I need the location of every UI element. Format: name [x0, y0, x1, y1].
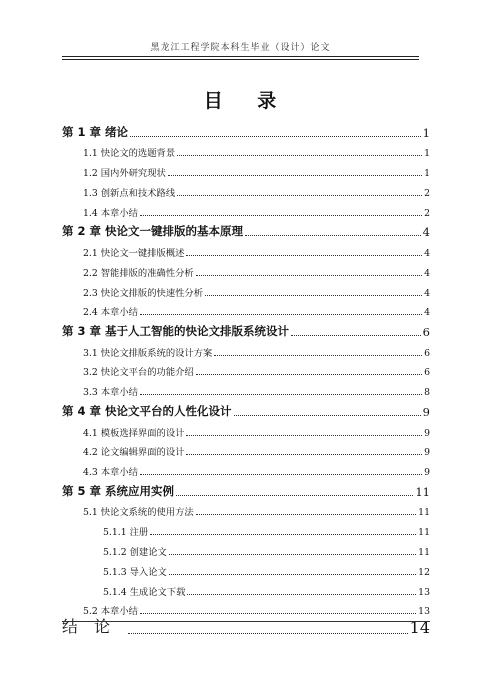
toc-page-number: 6: [422, 324, 430, 339]
toc-entry-title: 3.2 快论文平台的功能介绍: [83, 367, 194, 379]
dot-leader: [177, 155, 422, 156]
toc-entry-title: 第 2 章 快论文一键排版的基本原理: [62, 224, 244, 239]
dot-leader: [186, 454, 422, 455]
toc-entry-title: 2.3 快论文排版的快速性分析: [83, 287, 204, 299]
toc-page-number: 9: [424, 427, 430, 439]
toc-page-number: 14: [409, 618, 430, 638]
toc-entry-title: 3.1 快论文排版系统的设计方案: [83, 347, 213, 359]
toc-page-number: 4: [424, 287, 430, 299]
toc-entry-title: 4.1 模板选择界面的设计: [83, 427, 185, 439]
toc-entry-title: 1.1 快论文的选题背景: [83, 148, 176, 160]
toc-entry-title: 1.3 创新点和技术路线: [83, 187, 176, 199]
toc-page-number: 8: [424, 387, 430, 399]
toc-entry-title: 第 1 章 绪论: [62, 124, 129, 139]
dot-leader: [196, 374, 422, 375]
toc-page-number: 1: [422, 125, 430, 140]
dot-leader: [150, 534, 416, 535]
dot-leader: [169, 574, 416, 575]
dot-leader: [130, 136, 421, 137]
toc-entry-title: 2.4 本章小结: [83, 307, 138, 319]
toc-page-number: 9: [424, 467, 430, 479]
dot-leader: [187, 594, 416, 595]
toc-entry-chapter[interactable]: [62, 320, 430, 341]
page-header: 黑龙江工程学院本科生毕业（设计）论文: [150, 43, 331, 53]
toc-page-number: 1: [424, 168, 430, 180]
toc-entry-section[interactable]: [62, 261, 430, 281]
dot-leader: [245, 235, 421, 236]
toc-entry-section[interactable]: [62, 201, 430, 221]
dot-leader: [169, 554, 416, 555]
toc-entry-sub[interactable]: [62, 520, 430, 540]
toc-page-number: 6: [424, 347, 430, 359]
toc-page-number: 11: [415, 484, 430, 499]
toc-page-number: 11: [418, 527, 430, 539]
toc-page-number: 13: [418, 606, 430, 618]
toc-entry-title: 1.4 本章小结: [83, 207, 138, 219]
toc-entry-title: 5.1.1 注册: [103, 527, 149, 539]
toc-page-number: 13: [418, 586, 430, 598]
dot-leader: [128, 633, 408, 634]
dot-leader: [140, 215, 422, 216]
toc-entry-title: 4.3 本章小结: [83, 467, 138, 479]
toc-entry-chapter[interactable]: [62, 221, 430, 242]
toc-entry-section[interactable]: [62, 142, 430, 162]
toc-entry-section[interactable]: [62, 241, 430, 261]
toc-page-number: 9: [422, 404, 430, 419]
dot-leader: [140, 394, 422, 395]
toc-entry-section[interactable]: [62, 161, 430, 181]
toc-entry-section[interactable]: [62, 441, 430, 461]
dot-leader: [291, 335, 421, 336]
toc-entry-title: 4.2 论文编辑界面的设计: [83, 447, 185, 459]
toc-page-number: 2: [424, 187, 430, 199]
toc-entry-section[interactable]: [62, 341, 430, 361]
toc-entry-title: 5.1.4 生成论文下载: [103, 586, 186, 598]
page-title: 目 录: [203, 90, 291, 112]
toc-entry-title: 第 5 章 系统应用实例: [62, 483, 175, 498]
header-rule: [62, 56, 419, 57]
footer-rule: [62, 621, 430, 622]
toc-entry-title: 5.1.2 创建论文: [103, 547, 167, 559]
toc-entry-conclusion[interactable]: [62, 619, 430, 639]
toc-entry-title: 5.1 快论文系统的使用方法: [83, 507, 194, 519]
dot-leader: [196, 275, 422, 276]
toc-page-number: 11: [418, 507, 430, 519]
toc-entry-chapter[interactable]: [62, 480, 430, 501]
toc-entry-chapter[interactable]: [62, 121, 430, 142]
toc-entry-title: 5.1.3 导入论文: [103, 566, 167, 578]
toc-entry-section[interactable]: [62, 421, 430, 441]
dot-leader: [234, 415, 421, 416]
toc-entry-title: 第 3 章 基于人工智能的快论文排版系统设计: [62, 323, 290, 338]
toc-entry-title: 1.2 国内外研究现状: [83, 168, 166, 180]
toc-page-number: 4: [422, 225, 430, 240]
dot-leader: [205, 295, 422, 296]
toc-entry-title: 5.2 本章小结: [83, 606, 138, 618]
dot-leader: [186, 435, 422, 436]
toc-entry-section[interactable]: [62, 460, 430, 480]
toc-entry-section[interactable]: [62, 301, 430, 321]
toc-entry-sub[interactable]: [62, 580, 430, 600]
dot-leader: [140, 314, 422, 315]
toc-entry-title: 第 4 章 快论文平台的人性化设计: [62, 403, 232, 418]
toc-page-number: 2: [424, 207, 430, 219]
dot-leader: [186, 255, 422, 256]
header-rule-thin: [62, 59, 419, 60]
toc-entry-title: 2.2 智能排版的准确性分析: [83, 267, 194, 279]
toc-page-number: 1: [424, 148, 430, 160]
toc-page-number: 4: [424, 267, 430, 279]
toc-entry-section[interactable]: [62, 380, 430, 400]
dot-leader: [177, 195, 422, 196]
toc-entry-sub[interactable]: [62, 560, 430, 580]
toc-page-number: 12: [418, 566, 430, 578]
toc-entry-section[interactable]: [62, 501, 430, 521]
toc-page-number: 11: [418, 547, 430, 559]
dot-leader: [140, 474, 422, 475]
toc-page-number: 4: [424, 247, 430, 259]
toc-page-number: 6: [424, 367, 430, 379]
toc-entry-sub[interactable]: [62, 540, 430, 560]
dot-leader: [176, 495, 413, 496]
toc-entry-title: 2.1 快论文一键排版概述: [83, 247, 185, 259]
toc-entry-title: 3.3 本章小结: [83, 387, 138, 399]
dot-leader: [140, 613, 416, 614]
dot-leader: [214, 355, 422, 356]
toc-entry-chapter[interactable]: [62, 400, 430, 421]
dot-leader: [196, 514, 416, 515]
toc-entry-section[interactable]: [62, 361, 430, 381]
dot-leader: [168, 175, 422, 176]
table-of-contents: [62, 121, 430, 639]
toc-page-number: 4: [424, 307, 430, 319]
toc-entry-title: 结论: [62, 617, 127, 637]
toc-entry-section[interactable]: [62, 181, 430, 201]
toc-page-number: 9: [424, 447, 430, 459]
toc-entry-section[interactable]: [62, 281, 430, 301]
